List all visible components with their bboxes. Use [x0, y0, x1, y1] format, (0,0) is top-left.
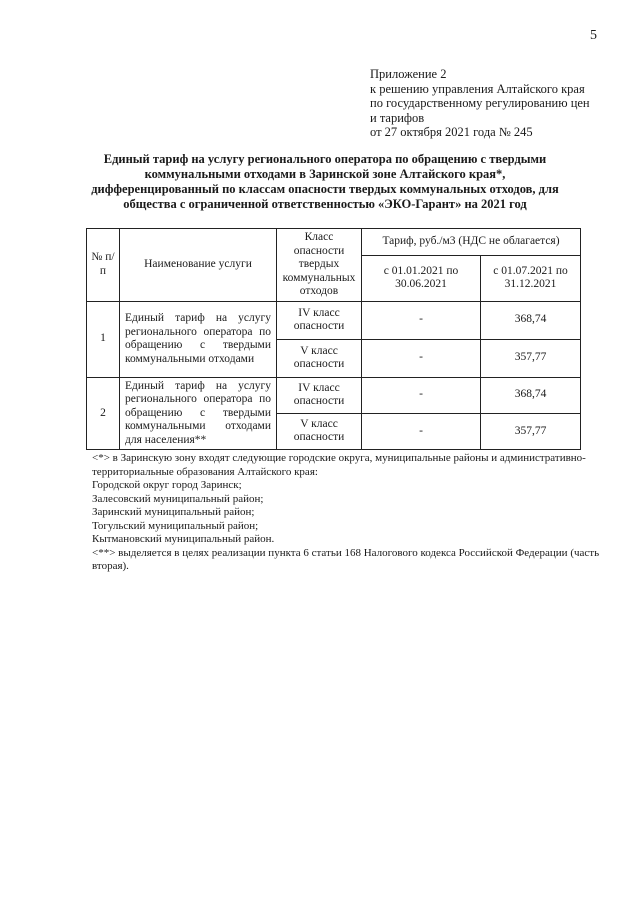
row-name: Единый тариф на услугу регионального оператора по обращению с твердыми коммунальными отходами [120, 301, 277, 377]
document-title [80, 152, 570, 212]
appendix-line: по государственному регулированию цен [370, 96, 590, 110]
title-line: общества с ограниченной ответственностью «ЭКО-Гарант» на 2021 год [123, 197, 527, 211]
footnote-line: Городской округ город Заринск; [92, 479, 242, 491]
title-line: коммунальными отходами в Заринской зоне Алтайского края*, [144, 167, 506, 181]
row-name: Единый тариф на услугу регионального оператора по обращению с твердыми коммунальными отходами для населения** [120, 377, 277, 450]
row-num: 2 [87, 377, 120, 450]
appendix-line: к решению управления Алтайского края [370, 81, 585, 96]
footnote-line: <*> в Заринскую зону входят следующие городские округа, муниципальные районы и административно-территориальные образования Алтайского края: [92, 452, 586, 478]
header-class: Класс опасности твердых коммунальных отходов [277, 229, 362, 302]
row-tariff-p2: 357,77 [481, 339, 581, 377]
row-tariff-p1: - [362, 413, 481, 449]
header-tariff: Тариф, руб./м3 (НДС не облагается) [362, 229, 581, 256]
row-num: 1 [87, 301, 120, 377]
row-class: IV класс опасности [277, 301, 362, 339]
row-tariff-p1: - [362, 377, 481, 413]
appendix-line: от 27 октября 2021 года № 245 [370, 125, 533, 139]
footnotes [92, 452, 602, 574]
row-class: V класс опасности [277, 339, 362, 377]
table-header-row [87, 229, 581, 256]
row-tariff-p1: - [362, 301, 481, 339]
footnote-line: <**> выделяется в целях реализации пункта 6 статьи 168 Налогового кодекса Российской Федерации (часть вторая). [92, 546, 600, 572]
table-row [87, 377, 581, 413]
title-line: дифференцированный по классам опасности твердых коммунальных отходов, для [91, 182, 559, 196]
row-tariff-p2: 368,74 [481, 377, 581, 413]
row-tariff-p1: - [362, 339, 481, 377]
footnote-line: Кытмановский муниципальный район. [92, 533, 275, 545]
tariff-table [86, 228, 581, 450]
footnote-line: Заринский муниципальный район; [92, 506, 255, 518]
header-period2: с 01.07.2021 по 31.12.2021 [481, 255, 581, 301]
footnote-line: Залесовский муниципальный район; [92, 492, 264, 505]
header-name: Наименование услуги [120, 229, 277, 302]
footnote-line: Тогульский муниципальный район; [92, 519, 259, 532]
appendix-line: и тарифов [370, 110, 425, 125]
row-class: V класс опасности [277, 413, 362, 449]
page-number: 5 [590, 28, 597, 43]
header-num: № п/п [87, 229, 120, 302]
header-period1: с 01.01.2021 по 30.06.2021 [362, 255, 481, 301]
row-tariff-p2: 357,77 [481, 413, 581, 449]
table-row [87, 301, 581, 339]
appendix-header [370, 67, 620, 140]
title-line: Единый тариф на услугу регионального оператора по обращению с твердыми [103, 152, 547, 166]
appendix-line: Приложение 2 [370, 67, 447, 81]
row-tariff-p2: 368,74 [481, 301, 581, 339]
row-class: IV класс опасности [277, 377, 362, 413]
